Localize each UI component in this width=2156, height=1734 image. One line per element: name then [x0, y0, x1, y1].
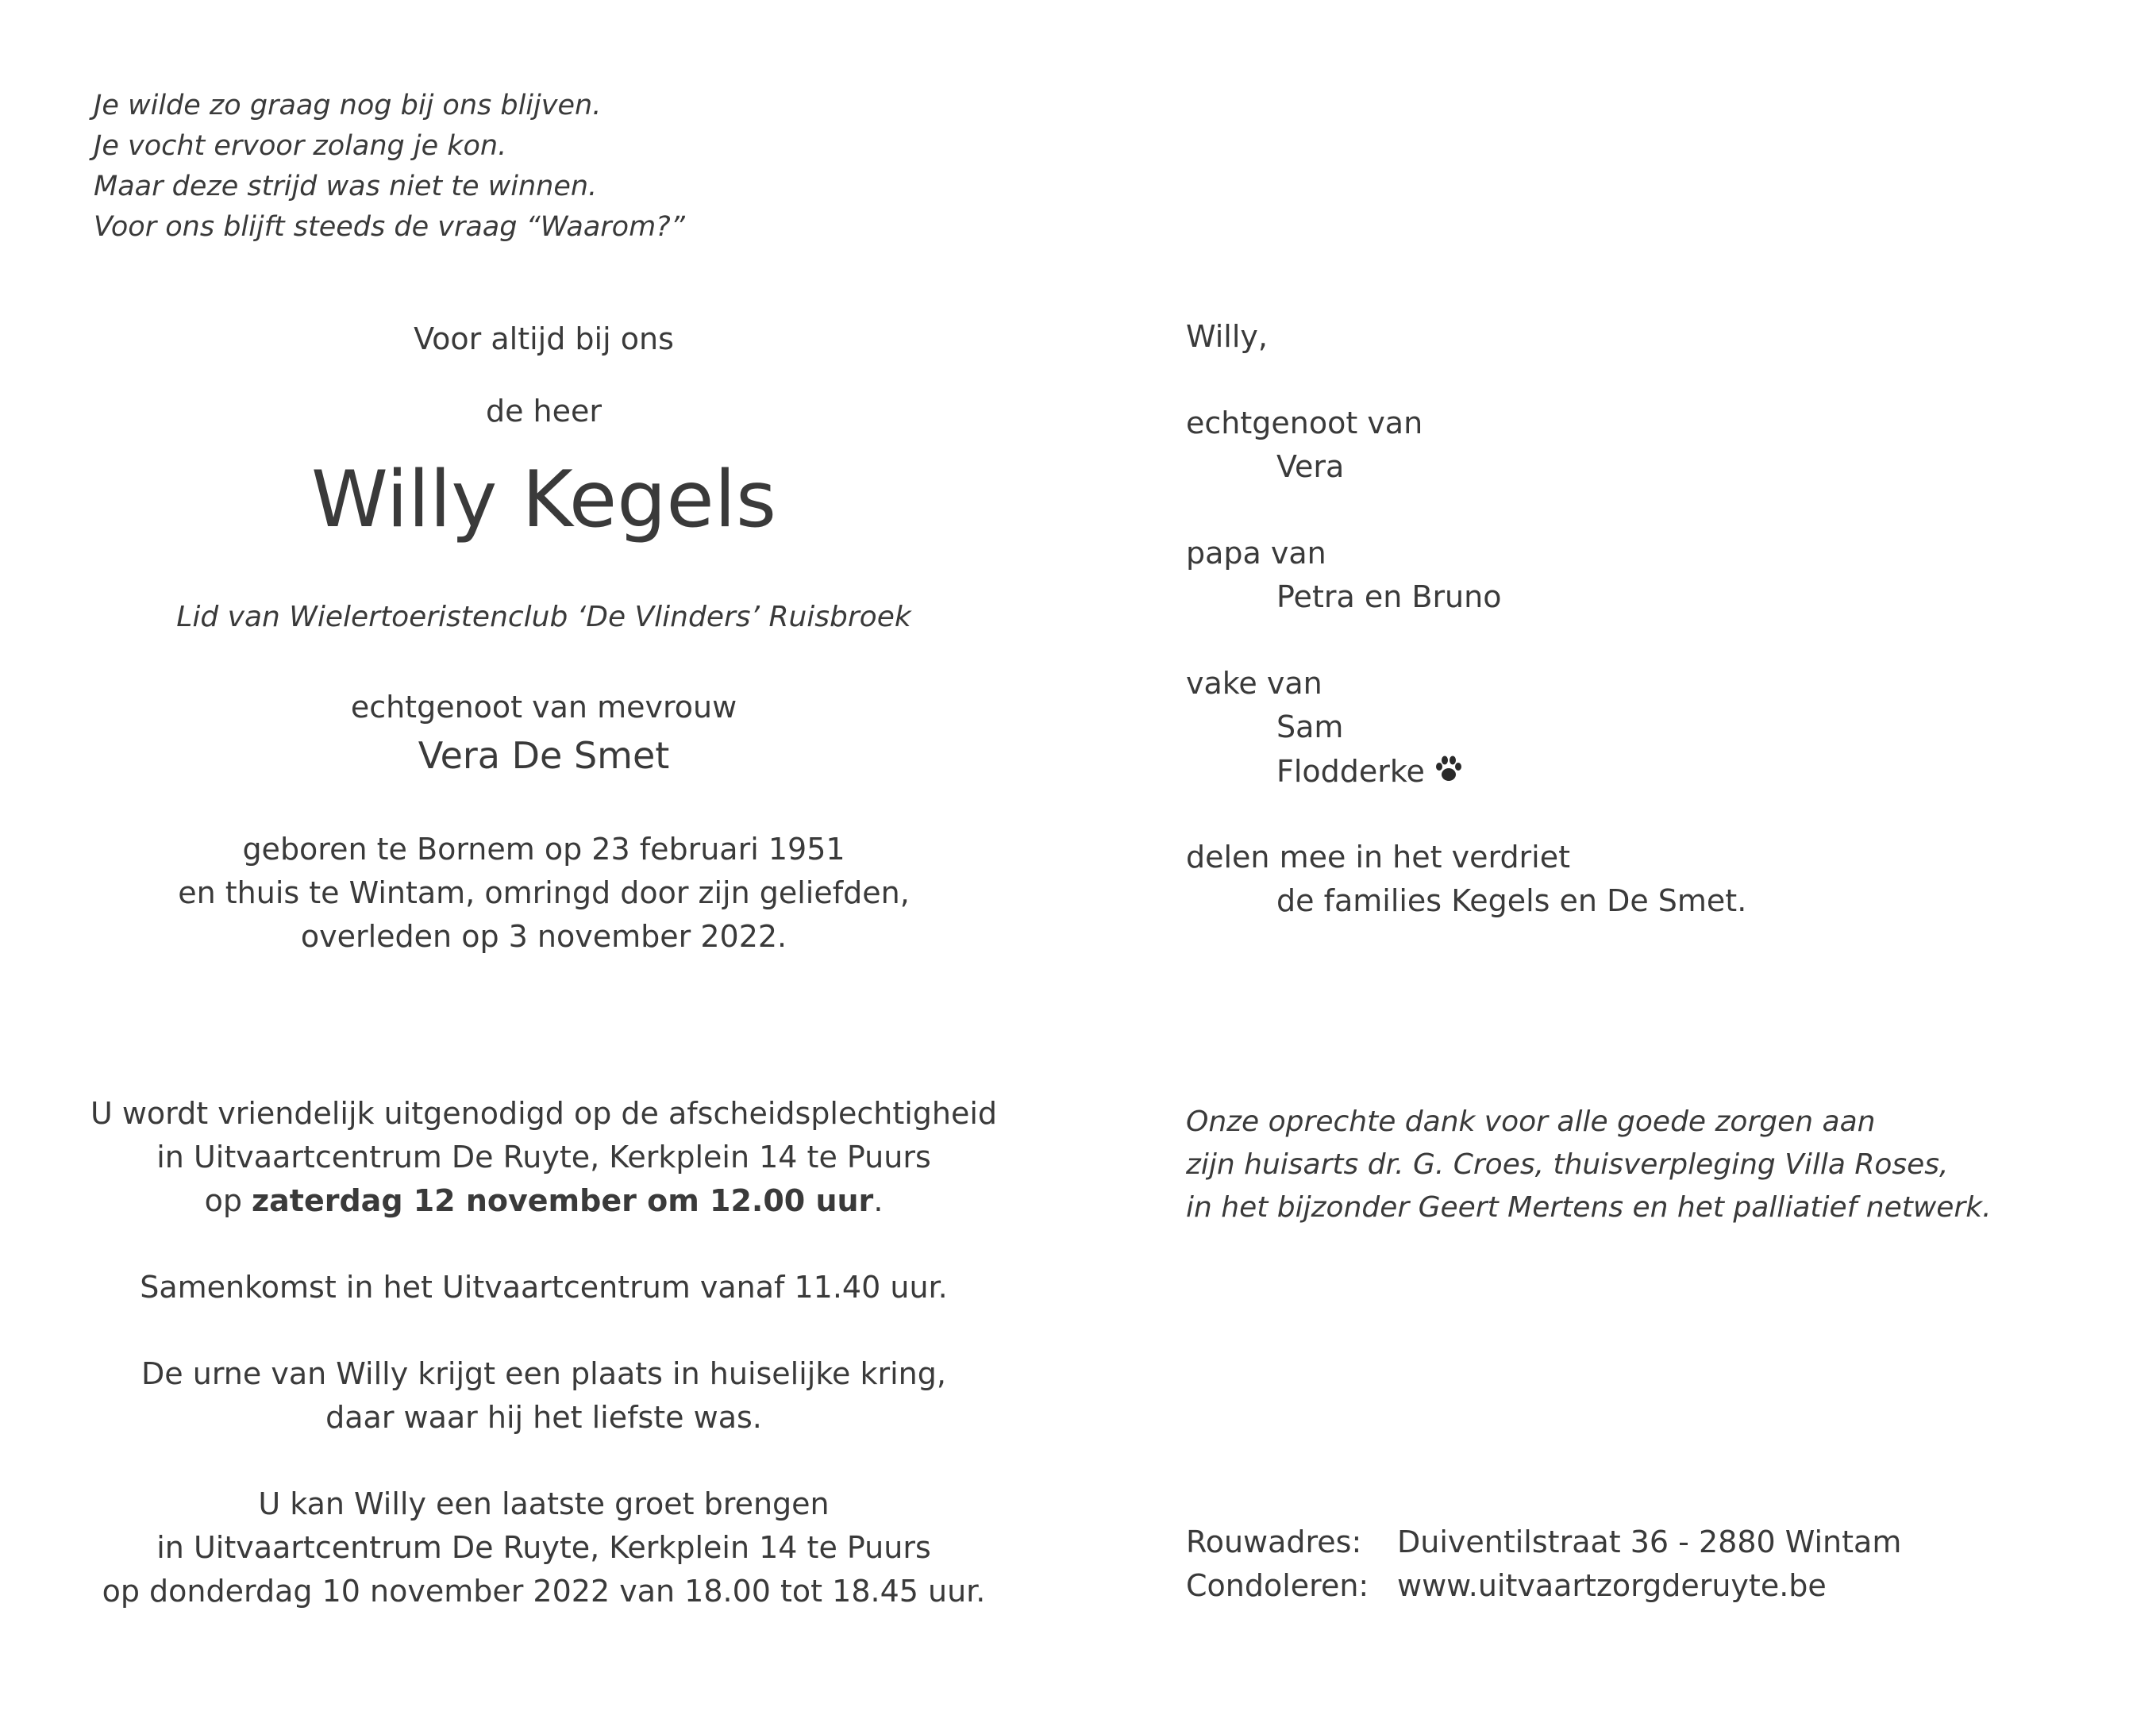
thanks-line: zijn huisarts dr. G. Croes, thuisverpleging Villa Roses, — [1186, 1148, 1949, 1181]
grandchild-value: Sam — [1276, 709, 1344, 744]
invite-suffix: . — [873, 1183, 884, 1218]
poem-line: Je wilde zo graag nog bij ons blijven. — [94, 90, 602, 121]
invite-line: in Uitvaartcentrum De Ruyte, Kerkplein 14 te Puurs — [156, 1140, 931, 1175]
thanks-text — [1186, 1101, 1992, 1229]
thanks-line: Onze oprechte dank voor alle goede zorgen aan — [1186, 1105, 1876, 1138]
paw-icon — [1433, 753, 1465, 792]
spouse-intro: echtgenoot van mevrouw — [350, 690, 737, 725]
visit-line: op donderdag 10 november 2022 van 18.00 tot 18.45 uur. — [102, 1574, 986, 1609]
visit-line: U kan Willy een laatste groet brengen — [258, 1486, 830, 1521]
children-value: Petra en Bruno — [1276, 579, 1502, 614]
families-value: de families Kegels en De Smet. — [1276, 883, 1747, 918]
urn-line: daar waar hij het liefste was. — [325, 1400, 762, 1435]
poem-line: Je vocht ervoor zolang je kon. — [94, 130, 507, 162]
pet-line — [1186, 753, 1465, 792]
home-line: en thuis te Wintam, omringd door zijn geliefden, — [178, 875, 910, 910]
club-membership: Lid van Wielertoeristenclub ‘De Vlinders’ Ruisbroek — [176, 601, 911, 633]
poem — [94, 86, 685, 248]
poem-line: Maar deze strijd was niet te winnen. — [94, 171, 598, 202]
ceremony-datetime: zaterdag 12 november om 12.00 uur — [252, 1183, 874, 1218]
mourning-address-row — [1186, 1521, 1901, 1564]
birth-line: geboren te Bornem op 23 februari 1951 — [242, 832, 845, 867]
invite-line: U wordt vriendelijk uitgenodigd op de afscheidsplechtigheid — [90, 1096, 998, 1131]
thanks-line: in het bijzonder Geert Mertens en het palliatief netwerk. — [1186, 1191, 1992, 1224]
mourning-address-label: Rouwadres: — [1186, 1524, 1362, 1559]
condolence-row — [1186, 1564, 1901, 1608]
visit-line: in Uitvaartcentrum De Ruyte, Kerkplein 14 te Puurs — [156, 1530, 931, 1565]
papa-label: papa van — [1186, 536, 1326, 571]
contact-block — [1186, 1521, 1901, 1608]
vake-label: vake van — [1186, 666, 1322, 701]
share-label: delen mee in het verdriet — [1186, 840, 1571, 875]
invite-prefix: op — [204, 1183, 252, 1218]
death-line: overleden op 3 november 2022. — [300, 919, 787, 954]
invite-line — [71, 1179, 1016, 1222]
mourning-address-value: Duiventilstraat 36 - 2880 Wintam — [1397, 1524, 1902, 1559]
pet-value: Flodderke — [1276, 754, 1425, 789]
spouse-value: Vera — [1276, 449, 1345, 484]
condolence-label: Condoleren: — [1186, 1568, 1369, 1603]
urn-line: De urne van Willy krijgt een plaats in huiselijke kring, — [141, 1356, 946, 1391]
intro-text: Voor altijd bij ons — [414, 321, 674, 356]
spouse-name: Vera De Smet — [418, 734, 670, 777]
condolence-link[interactable]: www.uitvaartzorgderuyte.be — [1397, 1568, 1827, 1603]
title-text: de heer — [485, 394, 603, 429]
gathering-line: Samenkomst in het Uitvaartcentrum vanaf 11.40 uur. — [140, 1270, 948, 1305]
spouse-label: echtgenoot van — [1186, 406, 1423, 440]
greeting: Willy, — [1186, 319, 1268, 354]
deceased-name: Willy Kegels — [310, 455, 777, 545]
poem-line: Voor ons blijft steeds de vraag “Waarom?” — [94, 211, 685, 243]
